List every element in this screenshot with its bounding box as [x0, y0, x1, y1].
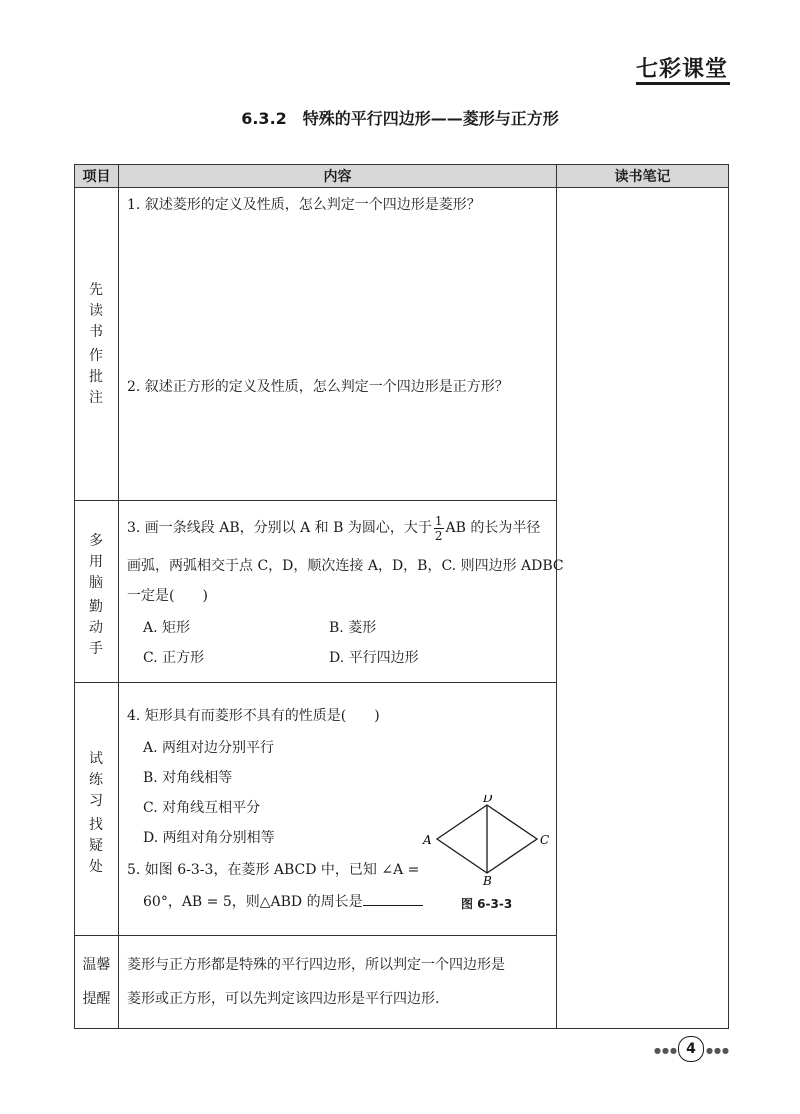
fraction-denominator: 2: [434, 528, 443, 543]
label-read-b: 作批注: [89, 348, 103, 406]
label-practice-b: 找疑处: [89, 817, 103, 875]
question-5-line1: 5. 如图 6-3-3，在菱形 ABCD 中，已知 ∠A =: [127, 862, 420, 878]
table-header-row: [75, 165, 729, 188]
row-label-think: [75, 501, 119, 683]
brand-text: 七彩课堂: [636, 57, 729, 82]
page-number: [654, 1036, 730, 1062]
rhombus-diagram: [419, 795, 549, 885]
header-notes: 读书笔记: [557, 165, 729, 188]
option-4a: A. 两组对边分别平行: [143, 740, 275, 756]
option-3b: B. 菱形: [329, 620, 377, 636]
option-4b: B. 对角线相等: [143, 770, 233, 786]
question-2: 2. 叙述正方形的定义及性质，怎么判定一个四边形是正方形？: [127, 379, 509, 395]
header-item: 项目: [75, 165, 119, 188]
page-number-badge: 4: [678, 1036, 704, 1062]
vertex-label-b: B: [483, 874, 492, 885]
row-label-practice: [75, 683, 119, 936]
row-label-tip: [75, 936, 119, 1029]
figure-caption: 图 6-3-3: [461, 897, 513, 911]
question-5-line2-text: 60°，AB = 5，则△ABD 的周长是: [143, 894, 363, 910]
vertex-label-d: D: [483, 795, 493, 805]
question-3-part1: 3. 画一条线段 AB，分别以 A 和 B 为圆心，大于: [127, 520, 432, 536]
page-title: 6.3.2 特殊的平行四边形——菱形与正方形: [241, 109, 559, 128]
option-3d: D. 平行四边形: [329, 650, 419, 666]
tip-line-2: 菱形或正方形，可以先判定该四边形是平行四边形.: [127, 991, 440, 1007]
header-content: 内容: [119, 165, 557, 188]
label-read-a: 先读书: [89, 282, 103, 340]
label-think-a: 多用脑: [89, 533, 103, 591]
option-3a: A. 矩形: [143, 620, 191, 636]
option-4c: C. 对角线互相平分: [143, 800, 261, 816]
content-think: [119, 501, 564, 683]
question-3-line1: [127, 513, 540, 543]
option-4d: D. 两组对角分别相等: [143, 830, 275, 846]
fraction-numerator: 1: [434, 513, 443, 528]
content-tip: [119, 936, 557, 1029]
brand-underline: [636, 82, 730, 85]
answer-blank[interactable]: [363, 891, 423, 906]
vertex-label-a: A: [423, 833, 432, 847]
label-think-b: 勤动手: [89, 599, 103, 657]
question-3-line3: 一定是( ): [127, 588, 208, 604]
notes-column[interactable]: [557, 188, 729, 1029]
brand-logo: [636, 52, 732, 86]
row-label-read: [75, 188, 119, 501]
worksheet-table: [74, 164, 729, 1029]
vertex-label-c: C: [540, 833, 549, 847]
row-read: [75, 188, 729, 501]
tip-line-1: 菱形与正方形都是特殊的平行四边形，所以判定一个四边形是: [127, 957, 505, 973]
content-read: [119, 188, 557, 501]
label-practice-a: 试练习: [89, 751, 103, 809]
label-tip-a: 温馨: [82, 957, 111, 973]
content-practice: [119, 683, 557, 936]
label-tip-b: 提醒: [82, 991, 111, 1007]
fraction-half: [434, 514, 444, 543]
page-dots-right: ●●●: [706, 1046, 730, 1055]
rhombus-figure: [419, 795, 549, 911]
option-3c: C. 正方形: [143, 650, 205, 666]
question-3-line2: 画弧，两弧相交于点 C，D，顺次连接 A，D，B，C. 则四边形 ADBC: [127, 558, 564, 574]
question-1: 1. 叙述菱形的定义及性质，怎么判定一个四边形是菱形？: [127, 197, 481, 213]
page-dots-left: ●●●: [654, 1046, 678, 1055]
question-5-line2: [143, 887, 423, 917]
question-4: 4. 矩形具有而菱形不具有的性质是( ): [127, 708, 380, 724]
question-3-part2: AB 的长为半径: [445, 520, 541, 536]
